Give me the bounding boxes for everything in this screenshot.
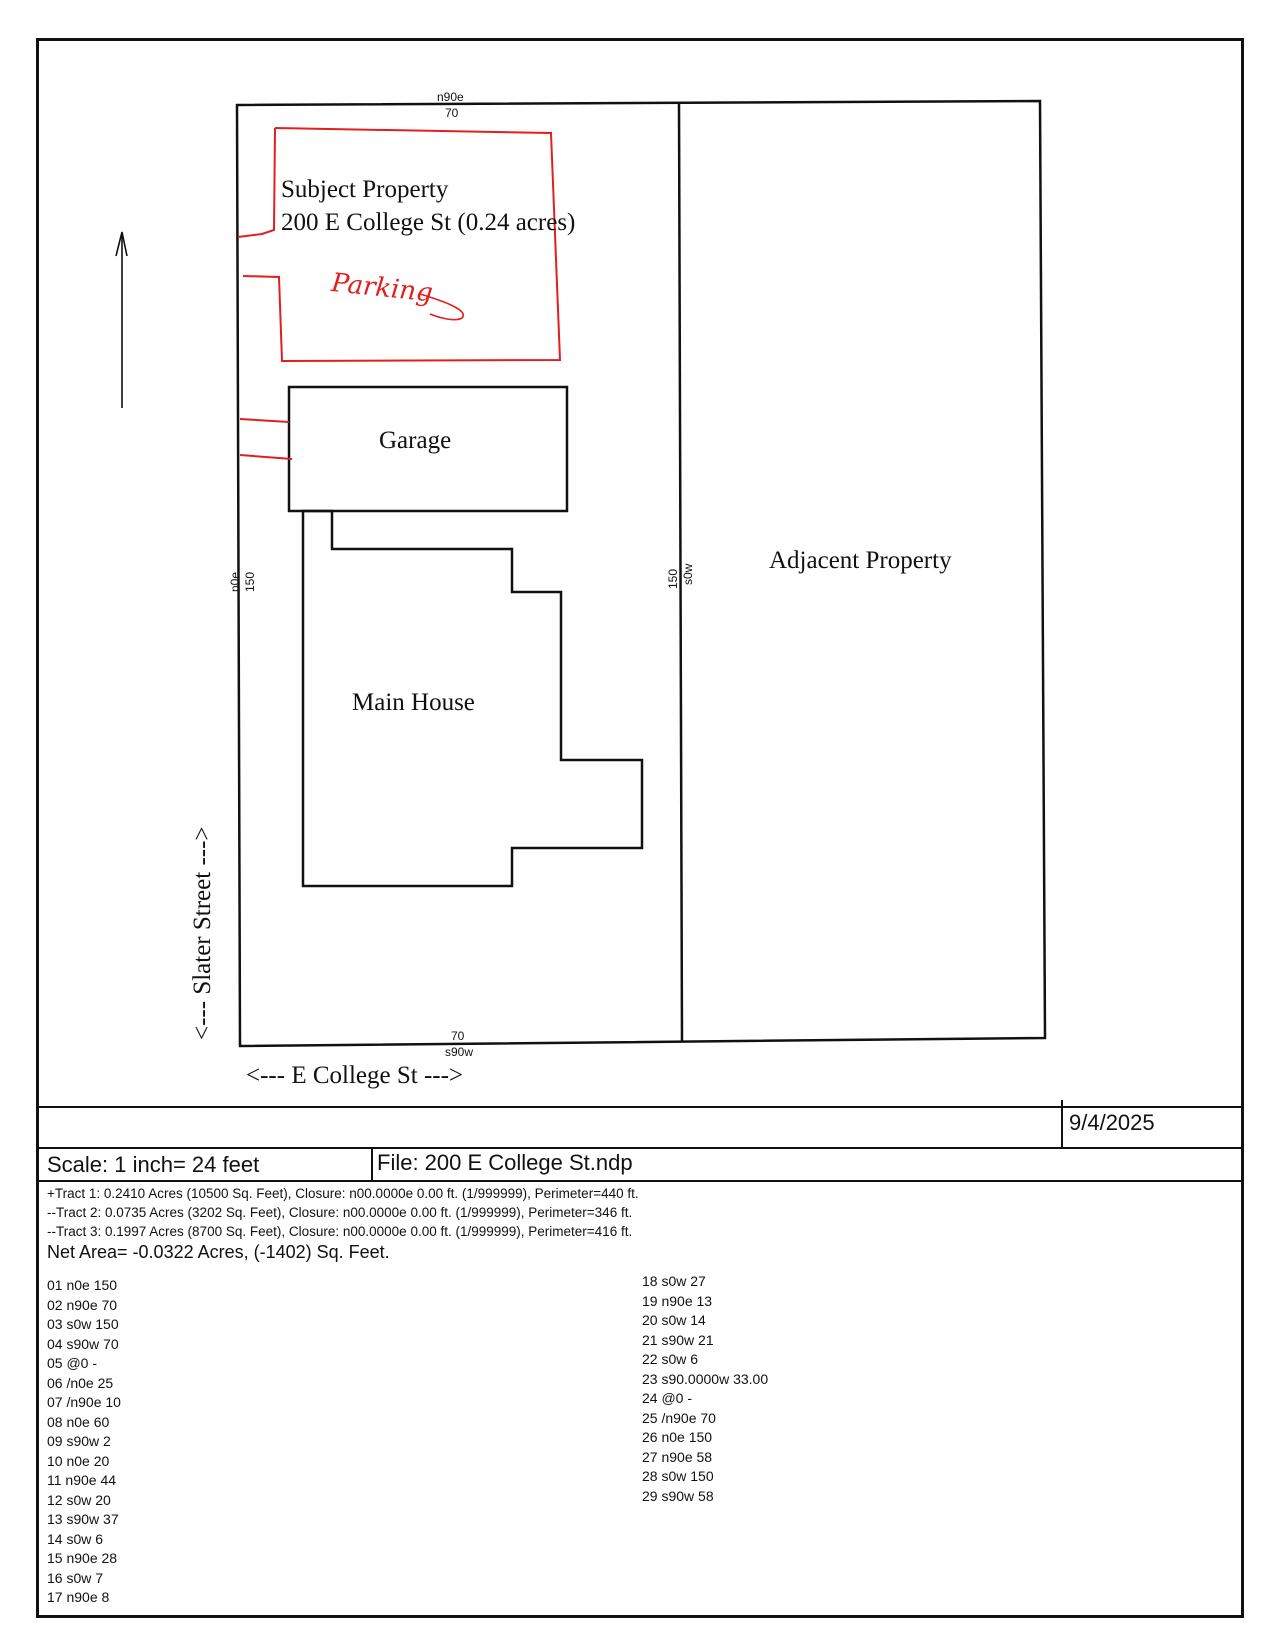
scale-cell-divider (371, 1149, 373, 1181)
traverse-command: 08 n0e 60 (47, 1413, 110, 1430)
traverse-command: 19 n90e 13 (642, 1292, 713, 1309)
slater-street-label: <--- Slater Street ---> (189, 826, 216, 1040)
driveway-markup-upper (240, 419, 289, 422)
parking-markup (238, 128, 560, 361)
middle-bearing-label: s0w (681, 563, 695, 585)
subject-address-label: 200 E College St (0.24 acres) (281, 209, 576, 236)
parking-label: Parking (329, 268, 435, 309)
traverse-command: 02 n90e 70 (47, 1296, 118, 1313)
scale-label: Scale: 1 inch= 24 feet (47, 1152, 260, 1177)
top-distance-label: 70 (445, 106, 459, 120)
traverse-command: 17 n90e 8 (47, 1589, 110, 1605)
traverse-command: 21 s90w 21 (642, 1331, 714, 1348)
adjacent-property-label: Adjacent Property (769, 547, 952, 574)
subject-property-label: Subject Property (281, 176, 449, 203)
traverse-command: 07 /n90e 10 (47, 1394, 121, 1410)
tract-line: --Tract 2: 0.0735 Acres (3202 Sq. Feet), Closure: n00.0000e 0.00 ft. (1/999999), Perimeter=346 ft. (47, 1205, 633, 1220)
traverse-command: 28 s0w 150 (642, 1468, 714, 1484)
left-distance-label: 150 (243, 571, 257, 592)
traverse-command: 14 s0w 6 (47, 1530, 104, 1547)
footer-bottom-rule (39, 1180, 1244, 1182)
traverse-command: 16 s0w 7 (47, 1569, 104, 1586)
driveway-markup-lower (240, 455, 292, 459)
bottom-bearing-label: s90w (445, 1045, 474, 1059)
bottom-distance-label: 70 (451, 1029, 465, 1043)
main-house-label: Main House (352, 689, 475, 716)
traverse-command: 05 @0 - (47, 1355, 98, 1371)
traverse-command: 25 /n90e 70 (642, 1409, 716, 1426)
garage-label: Garage (379, 427, 452, 454)
traverse-command: 20 s0w 14 (642, 1312, 706, 1328)
date-cell-divider (1061, 1100, 1063, 1148)
traverse-command: 15 n90e 28 (47, 1550, 118, 1566)
traverse-command: 04 s90w 70 (47, 1335, 119, 1352)
left-bearing-label: n0e (228, 571, 242, 592)
net-area-label: Net Area= -0.0322 Acres, (-1402) Sq. Feet. (47, 1242, 390, 1262)
tract-line: +Tract 1: 0.2410 Acres (10500 Sq. Feet), Closure: n00.0000e 0.00 ft. (1/999999), Perimeter=440 ft. (47, 1186, 639, 1201)
footer-mid-rule (39, 1147, 1244, 1149)
date-label: 9/4/2025 (1069, 1110, 1155, 1135)
traverse-command: 13 s90w 37 (47, 1511, 119, 1527)
traverse-command: 03 s0w 150 (47, 1316, 119, 1332)
traverse-command: 23 s90.0000w 33.00 (642, 1370, 769, 1387)
traverse-command: 22 s0w 6 (642, 1351, 699, 1367)
middle-distance-label: 150 (666, 568, 680, 589)
traverse-command: 24 @0 - (642, 1390, 693, 1406)
top-bearing-label: n90e (437, 90, 464, 104)
file-label: File: 200 E College St.ndp (377, 1150, 633, 1175)
traverse-command: 11 n90e 44 (47, 1472, 117, 1488)
traverse-command: 06 /n0e 25 (47, 1374, 114, 1391)
traverse-command: 09 s90w 2 (47, 1433, 111, 1449)
traverse-command: 26 n0e 150 (642, 1429, 713, 1445)
traverse-command: 27 n90e 58 (642, 1448, 713, 1465)
traverse-command: 18 s0w 27 (642, 1273, 706, 1289)
e-college-st-label: <--- E College St ---> (246, 1062, 464, 1089)
footer-top-rule (39, 1106, 1244, 1108)
traverse-command: 29 s90w 58 (642, 1487, 714, 1504)
traverse-command: 01 n0e 150 (47, 1277, 118, 1293)
traverse-command: 10 n0e 20 (47, 1452, 110, 1469)
traverse-command: 12 s0w 20 (47, 1491, 111, 1508)
tract-line: --Tract 3: 0.1997 Acres (8700 Sq. Feet), Closure: n00.0000e 0.00 ft. (1/999999), Perimeter=416 ft. (47, 1224, 633, 1239)
